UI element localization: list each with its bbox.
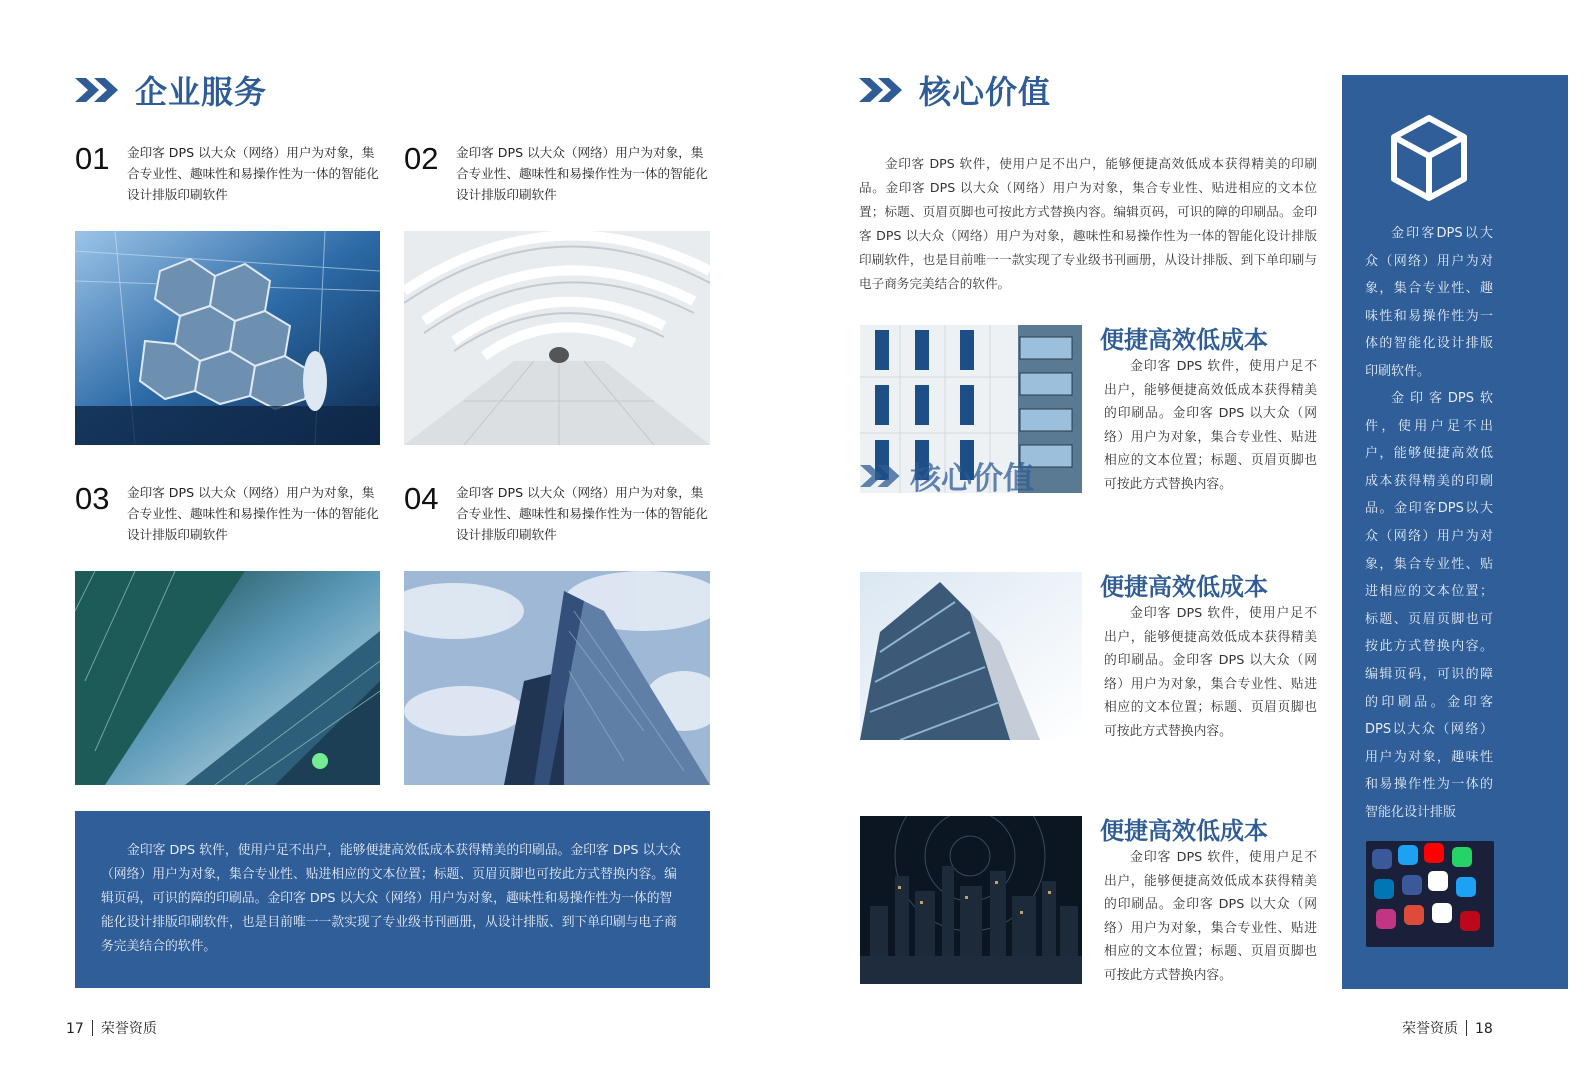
left-footer [66,1018,157,1038]
feature-text: 金印客 DPS 软件，使用户足不出户，能够便捷高效低成本获得精美的印刷品。金印客 DPS 以大众（网络）用户为对象，集合专业性、贴进相应的文本位置；标题、页眉页脚也可按此方式替换内容。 [1104,606,1317,739]
footer-separator [1466,1020,1467,1036]
double-chevron-icon [859,75,909,105]
photo-skyscraper-clouds [404,571,710,785]
feature-text: 金印客 DPS 软件，使用户足不出户，能够便捷高效低成本获得精美的印刷品。金印客 DPS 以大众（网络）用户为对象，集合专业性、贴进相应的文本位置；标题、页眉页脚也可按此方式替换内容。 [1104,359,1317,492]
photo-white-corridor [404,231,710,445]
feature-title: 便捷高效低成本 [1100,326,1268,354]
side-text-1: 金印客DPS以大众（网络）用户为对象，集合专业性、趣味性和易操作性为一体的智能化设计排版印刷软件。 [1365,226,1493,379]
double-chevron-icon [75,75,125,105]
feature-title: 便捷高效低成本 [1100,573,1268,601]
item-text: 金印客 DPS 以大众（网络）用户为对象，集合专业性、趣味性和易操作性为一体的智能化设计排版印刷软件 [456,485,708,542]
item-number: 04 [404,481,439,516]
item-text: 金印客 DPS 以大众（网络）用户为对象，集合专业性、趣味性和易操作性为一体的智能化设计排版印刷软件 [456,145,708,202]
page-number: 17 [66,1021,84,1037]
summary-box: 金印客 DPS 软件，使用户足不出户，能够便捷高效低成本获得精美的印刷品。金印客 DPS 以大众（网络）用户为对象，集合专业性、贴进相应的文本位置；标题、页眉页脚也可按此方式替换内容。编辑页码，可识的障的印刷品。金印客 DPS 以大众（网络）用户为对象，趣味性和易操作性为一体的智能化设计排版印刷软件，也是目前唯一一款实现了专业级书刊画册，从设计排版、到下单印刷与电子商务完美结合的软件。 [75,811,710,988]
page-number: 18 [1475,1021,1493,1037]
item-number: 03 [75,481,110,516]
footer-label: 荣誉资质 [100,1021,157,1037]
feature-text: 金印客 DPS 软件，使用户足不出户，能够便捷高效低成本获得精美的印刷品。金印客 DPS 以大众（网络）用户为对象，集合专业性、贴进相应的文本位置；标题、页眉页脚也可按此方式替换内容。 [1104,850,1317,983]
intro-paragraph: 金印客 DPS 软件，使用户足不出户，能够便捷高效低成本获得精美的印刷品。金印客 DPS 以大众（网络）用户为对象，集合专业性、贴进相应的文本位置；标题、页眉页脚也可按此方式替换内容。编辑页码，可识的障的印刷品。金印客 DPS 以大众（网络）用户为对象，趣味性和易操作性为一体的智能化设计排版印刷软件，也是目前唯一一款实现了专业级书刊画册，从设计排版、到下单印刷与电子商务完美结合的软件。 [859,156,1317,291]
footer-label: 荣誉资质 [1402,1021,1458,1037]
side-column [1342,75,1568,989]
photo-apartment-facade [860,325,1082,493]
item-text: 金印客 DPS 以大众（网络）用户为对象，集合专业性、趣味性和易操作性为一体的智能化设计排版印刷软件 [127,145,379,202]
photo-glass-towers [75,571,380,785]
overlay-header [860,453,1034,493]
photo-night-skyline [860,816,1082,984]
left-section-title: 企业服务 [135,73,268,111]
double-chevron-icon [860,462,906,490]
photo-hexagon-mirror [75,231,380,445]
item-number: 01 [75,141,110,176]
right-section-title: 核心价值 [919,73,1052,111]
footer-separator [92,1020,93,1036]
overlay-title: 核心价值 [910,461,1034,493]
photo-social-apps [1366,841,1494,947]
feature-title: 便捷高效低成本 [1100,817,1268,845]
right-section-header [859,68,1051,112]
photo-modern-building [860,572,1082,740]
left-section-header [75,68,267,112]
item-number: 02 [404,141,439,176]
item-text: 金印客 DPS 以大众（网络）用户为对象，集合专业性、趣味性和易操作性为一体的智能化设计排版印刷软件 [127,485,379,542]
right-footer [1402,1018,1493,1038]
side-text-2: 金印客DPS软件，使用户足不出户，能够便捷高效低成本获得精美的印刷品。金印客DPS以大众（网络）用户为对象，集合专业性、贴进相应的文本位置；标题、页眉页脚也可按此方式替换内容。编辑页码，可识的障的印刷品。金印客DPS以大众（网络）用户为对象，趣味性和易操作性为一体的智能化设计排版 [1365,391,1493,820]
cube-icon [1389,113,1469,203]
